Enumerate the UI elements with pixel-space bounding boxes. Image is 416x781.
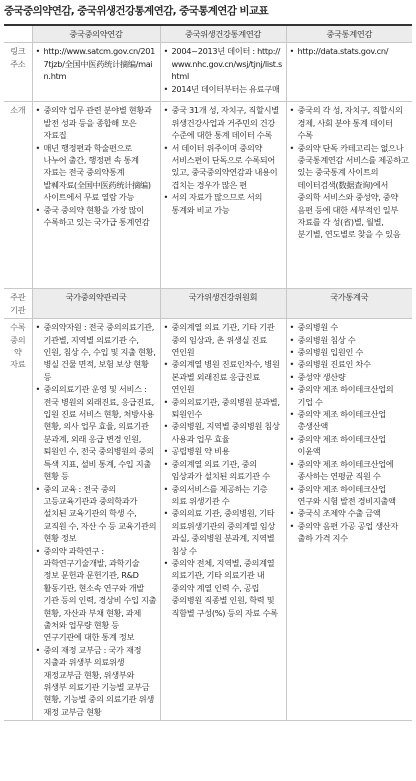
list-item: • http://www.satcm.gov.cn/2017tjzb/全国中医药统计摘编/main.htm xyxy=(36,45,157,82)
list-item: • 중국의 각 성, 자치구, 직할시의 경제, 사회 분야 통계 데이터 수록 xyxy=(290,104,410,141)
list-item: • http://data.stats.gov.cn/ xyxy=(290,45,410,57)
list-item: • 중의약 제조 하이테크산업 연구와 시험 발전 경비지출액 xyxy=(290,483,410,508)
list-item: • 중국 중의약 현황을 가장 많이 수록하고 있는 국가급 통계연감 xyxy=(36,204,157,229)
list-item: • 중의약 제조 하이테크산업의 기업 수 xyxy=(290,383,410,408)
table-cell xyxy=(32,102,160,289)
column-header: 중국통계연감 xyxy=(286,25,412,43)
list-item: • 중의약 제조 하이테크산업 총생산액 xyxy=(290,408,410,433)
list-item: • 중성약 생산량 xyxy=(290,371,410,383)
list-item: • 중의 교육 : 전국 중의 고등교육기관과 중의학과가 설치된 교육기관의 학생 수, 교직원 수, 자산 수 등 교육기관의 현황 정보 xyxy=(36,483,157,545)
table-row-intro xyxy=(4,102,412,289)
column-header: 중국위생건강통계연감 xyxy=(160,25,286,43)
list-item: • 중의의료 기관, 중의병원, 기타 의료위생기관의 중의계열 임상 과실, 중의병원 분과계, 지역별 침상 수 xyxy=(164,507,283,557)
column-header: 중국중의약연감 xyxy=(32,25,160,43)
list-item: • 중의병원 입원인 수 xyxy=(290,346,410,358)
list-item: • 중의약 과학연구 : 과학연구기술개발, 과학기술 정보 문헌과 문헌기관, R&D 활동기관, 현소속 연구와 개발 기관 등의 인력, 경상비 수입 지출 현황, 자산과 부채 현황, 과제 출처와 업무량 현황 등 연구기관에 대한 통계 정보 xyxy=(36,545,157,644)
list-item: • 중의약 전체, 지역별, 중의계열 의료기관, 기타 의료기관 내 중의약 계열 인력 수, 공립 중의병원 직종별 인원, 학력 및 직함별 구성(%) 등의 자료 수록 xyxy=(164,557,283,619)
list-item: • 중의약 음편 가공 공업 생산자 출하 가격 지수 xyxy=(290,520,410,545)
list-item: • 중의약 단독 카테고리는 없으나 중국통계연감 서비스를 제공하고 있는 중국통계 사이트의 데이터검색(数据查询)에서 중의학 서비스와 중성약, 중약 음편 등에 대한 세부적인 일부 자료를 각 성(省)별, 월별, 분기별, 연도별로 찾을 수 있음 xyxy=(290,142,410,241)
table-row-link xyxy=(4,43,412,102)
list-item: • 중의병원 침상 수 xyxy=(290,334,410,346)
list-item: • 중의계열 병원 진료인차수, 병원 본과별 외래진료 응급진료 연인원 xyxy=(164,358,283,395)
table-cell xyxy=(286,319,412,721)
row-label: 주관 기관 xyxy=(4,289,32,319)
table-cell xyxy=(32,43,160,102)
table-row-org xyxy=(4,289,412,319)
list-item: • 매년 행정편과 학술편으로 나누어 출간, 행정편 속 통계 자료는 전국 중의약통계 발췌자료(全国中医药统计摘编)사이트에서 무료 열람 가능 xyxy=(36,142,157,204)
list-item: • 중의계열 의료 기관, 기타 기관 중의 임상과, 촌 위생실 진료 연인원 xyxy=(164,321,283,358)
table-cell xyxy=(286,102,412,289)
table-cell: 국가통계국 xyxy=(286,289,412,319)
table-cell xyxy=(32,319,160,721)
list-item: • 중국 31개 성, 자치구, 직할시별 위생건강사업과 거주민의 건강 수준에 대한 통계 데이터 수록 xyxy=(164,104,283,141)
list-item: • 2014년 데이터부터는 유료구매 xyxy=(164,83,283,95)
row-label: 링크 주소 xyxy=(4,43,32,102)
list-item: • 중의 재정 교부금 : 국가 재정 지출과 위생부 의료위생 재정교부금 현황, 위생부와 위생부 의료기관 기능별 교부금 현황, 기능별 중의 의료기관 위생 재정 교부금 현황 xyxy=(36,644,157,718)
list-item: • 중의의료기관, 중의병원 분과별, 퇴원인수 xyxy=(164,396,283,421)
list-item: • 중의약 제조 하이테크산업 이윤액 xyxy=(290,433,410,458)
comparison-table xyxy=(4,24,412,721)
list-item: • 중의약자원 : 전국 중의의료기관, 기관별, 지역별 의료기관 수, 인원, 침상 수, 수입 및 지출 현황, 병실 건물 면적, 보험 보상 현황 등 xyxy=(36,321,157,383)
list-item: • 중의병원 진료인 차수 xyxy=(290,358,410,370)
table-cell: 국가중의약관리국 xyxy=(32,289,160,319)
corner-cell xyxy=(4,25,32,43)
header-row xyxy=(4,25,412,43)
page-title: 중국중의약연감, 중국위생건강통계연감, 중국통계연감 비교표 xyxy=(4,5,269,17)
table-cell xyxy=(160,43,286,102)
table-cell xyxy=(160,102,286,289)
list-item: • 중의의료기관 운영 및 서비스 : 전국 병원의 외래진료, 응급진료, 입원 진료 서비스 현황, 처방사용 현황, 의사 업무 효율, 의료기관 분과계, 외래 응급 변경 인원, 퇴원인 수, 전국 중의병원의 중의 특색 지표, 설비 통계, 수입 지출 현황 등 xyxy=(36,383,157,482)
list-item: • 서의 자료가 많으므로 서의 통계와 비교 가능 xyxy=(164,191,283,216)
table-cell xyxy=(160,319,286,721)
list-item: • 중의병원, 지역별 중의병원 침상 사용과 업무 효율 xyxy=(164,420,283,445)
row-label: 소개 xyxy=(4,102,32,289)
list-item: • 중의계열 의료 기관, 중의 임상과가 설치된 의료기관 수 xyxy=(164,458,283,483)
table-cell xyxy=(286,43,412,102)
list-item: • 중의서비스를 제공하는 기층 의료 위생기관 수 xyxy=(164,483,283,508)
list-item: • 중국식 조제약 수출 금액 xyxy=(290,507,410,519)
list-item: • 중의병원 수 xyxy=(290,321,410,333)
list-item: • 서 데이터 위주이며 중의약 서비스편이 단독으로 수록되어 있고, 중국중의약연감과 내용이 겹치는 경우가 많은 편 xyxy=(164,142,283,192)
list-item: • 중의약 제조 하이테크산업에 종사하는 연평균 직원 수 xyxy=(290,458,410,483)
table-row-data xyxy=(4,319,412,721)
list-item: • 중의약 업무 관련 분야별 현황과 발전 성과 등을 종합해 모은 자료집 xyxy=(36,104,157,141)
list-item: • 공립병원 약 비용 xyxy=(164,445,283,457)
list-item: • 2004~2013년 데이터 : http://www.nhc.gov.cn/wsj/tjnj/list.shtml xyxy=(164,45,283,82)
row-label: 수록 중의약 자료 xyxy=(4,319,32,721)
table-cell: 국가위생건강위원회 xyxy=(160,289,286,319)
